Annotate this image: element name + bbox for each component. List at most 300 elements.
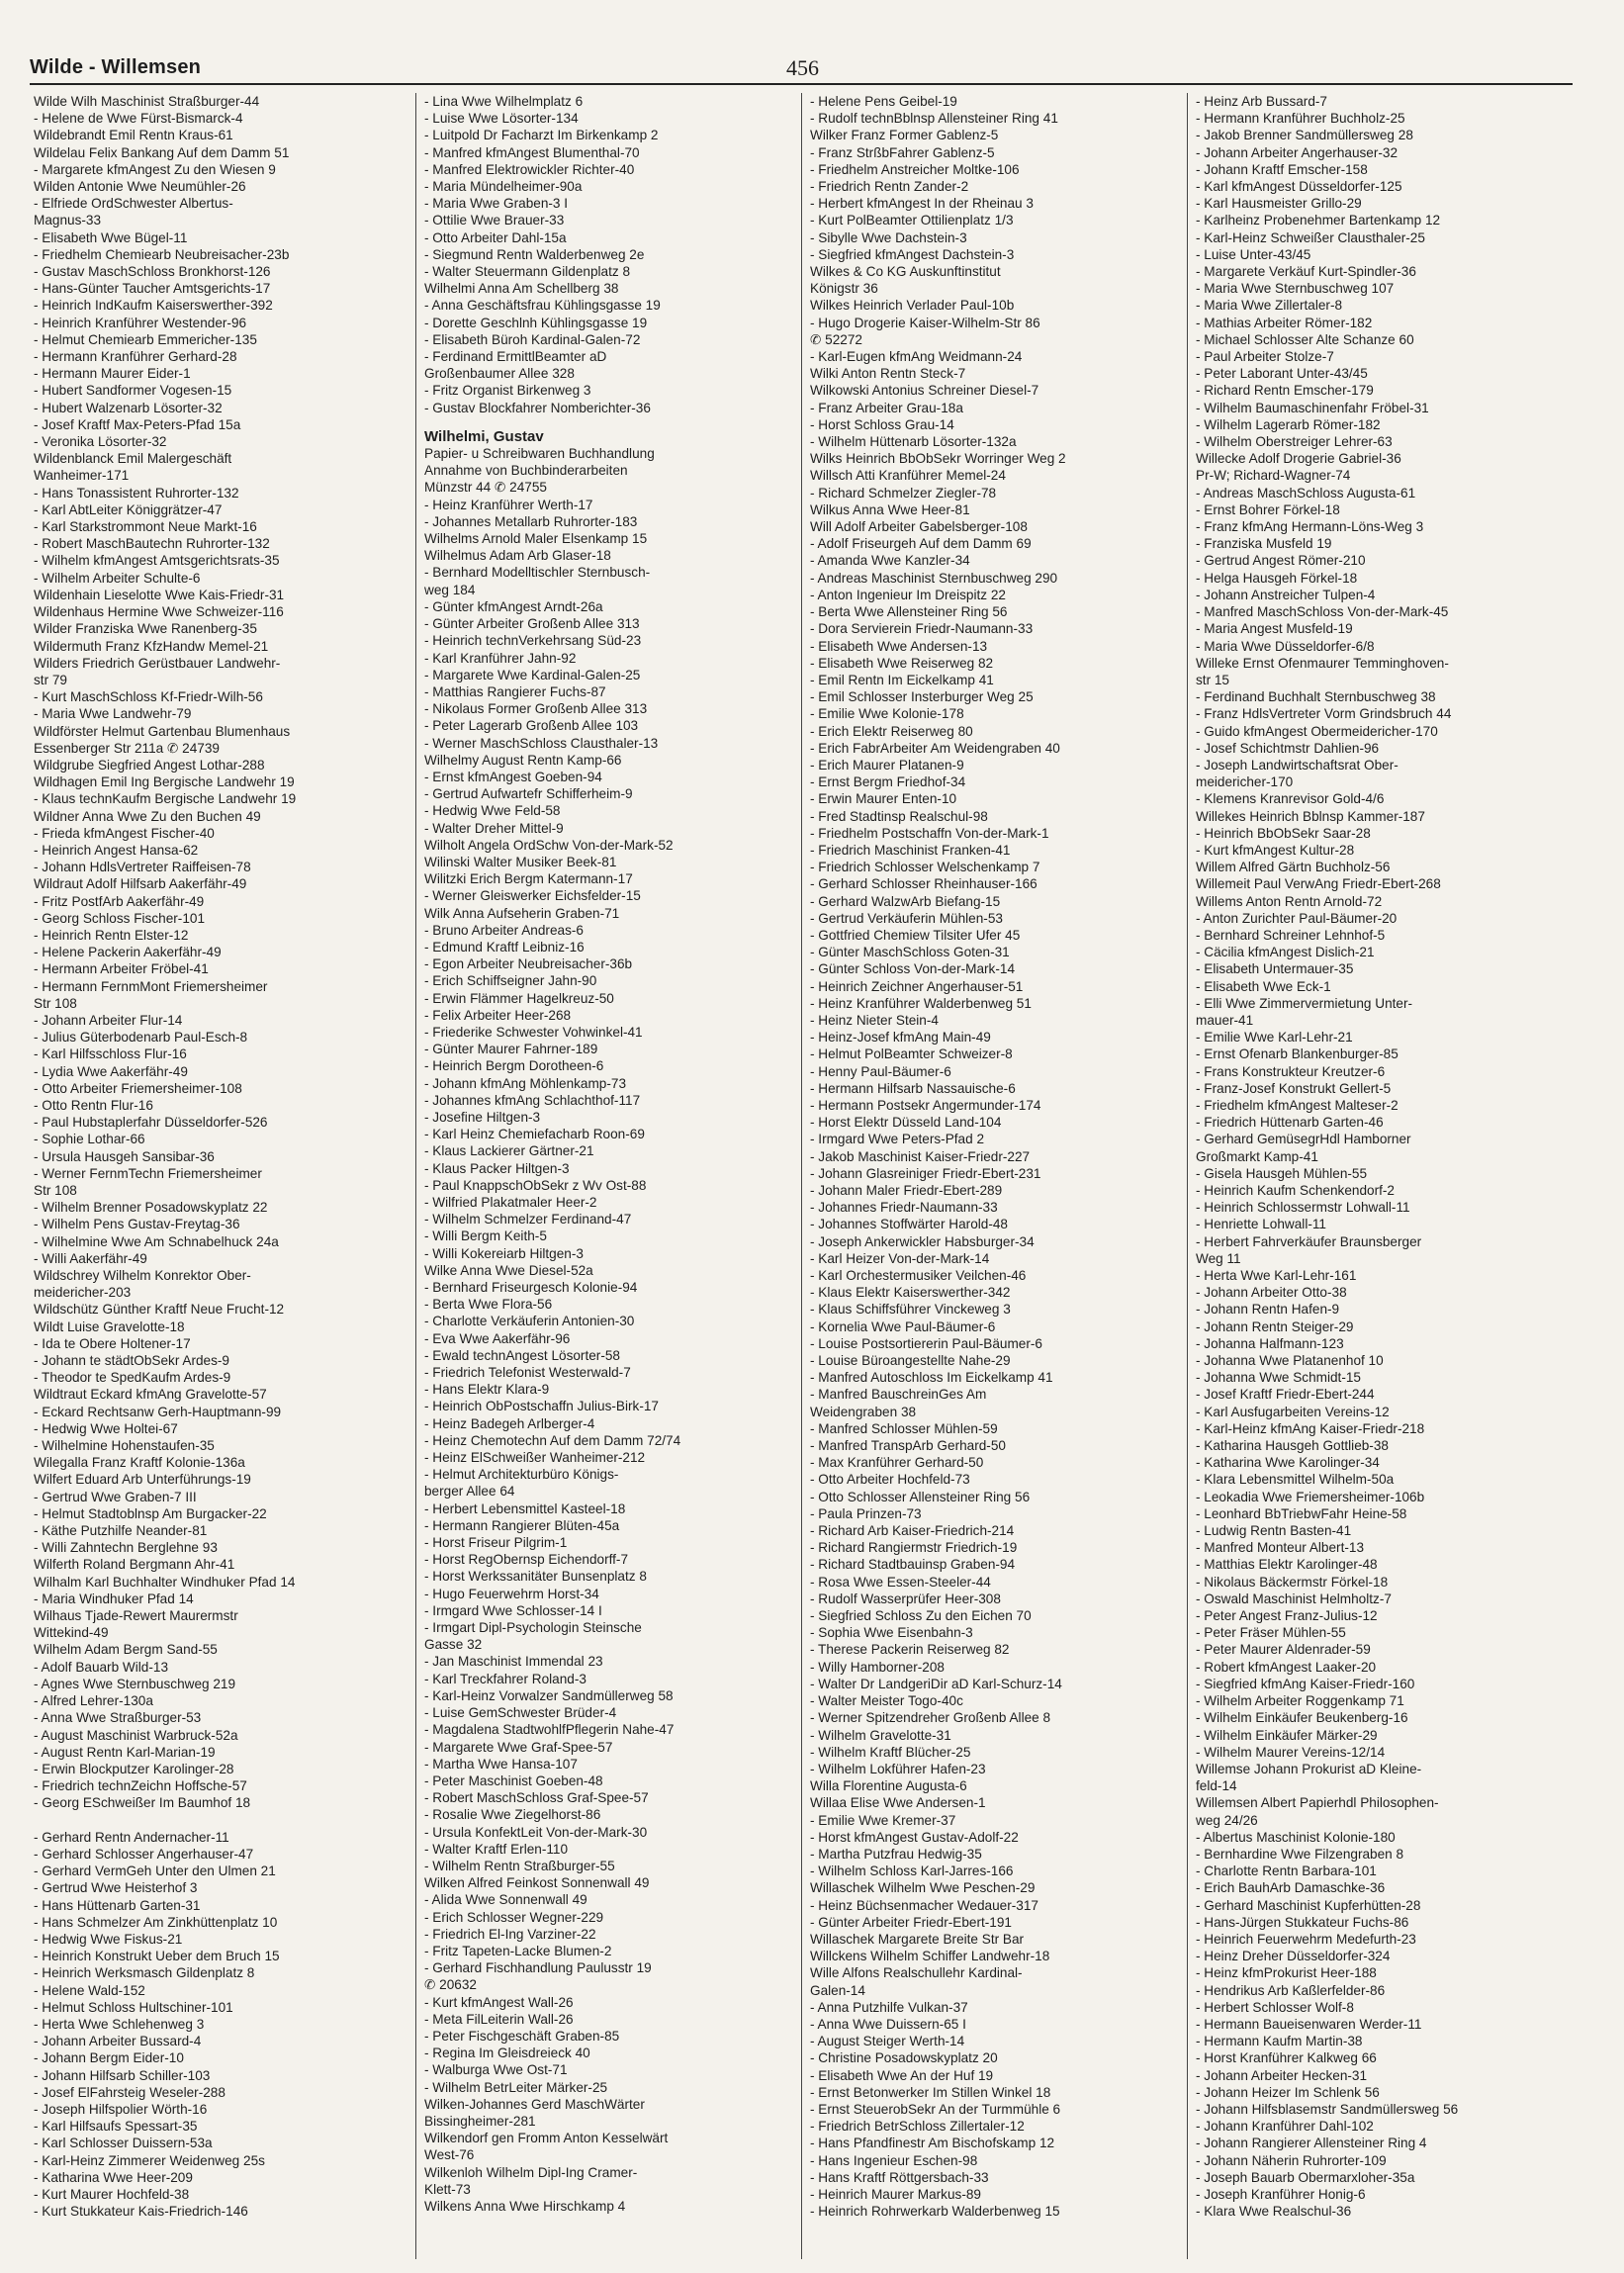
directory-entry: - Günter Arbeiter Friedr-Ebert-191 [810, 1914, 1012, 1930]
directory-entry: - Emilie Wwe Kremer-37 [810, 1812, 956, 1828]
directory-entry: - Helmut PolBeamter Schweizer-8 [810, 1046, 1013, 1062]
directory-entry: - Hermann Rangierer Blüten-45a [424, 1517, 620, 1533]
directory-entry: - Veronika Lösorter-32 [34, 434, 167, 450]
directory-entry: - Hans Kraftf Röttgersbach-33 [810, 2169, 989, 2185]
directory-entry: Wilde Wilh Maschinist Straßburger-44 [34, 94, 260, 109]
directory-entry: - Dora Servierein Friedr-Naumann-33 [810, 621, 1034, 637]
directory-entry: - Ernst kfmAngest Goeben-94 [424, 769, 602, 784]
directory-entry: - Johann HdlsVertreter Raiffeisen-78 [34, 860, 251, 875]
directory-entry: Wildschrey Wilhelm Konrektor Ober- [34, 1268, 251, 1284]
directory-entry: - Ernst Bergm Friedhof-34 [810, 774, 966, 790]
directory-entry: - Wilfried Plakatmaler Heer-2 [424, 1195, 597, 1210]
directory-entry: meidericher-170 [1196, 774, 1294, 790]
directory-entry: - Maria Mündelheimer-90a [424, 179, 583, 195]
business-heading: Wilhelmi, Gustav [424, 427, 544, 445]
directory-entry: - Max Kranführer Gerhard-50 [810, 1455, 984, 1471]
directory-entry: - Richard Schmelzer Ziegler-78 [810, 485, 997, 500]
directory-entry: Wildenhain Lieselotte Wwe Kais-Friedr-31 [34, 587, 285, 602]
directory-entry: - Herbert Schlosser Wolf-8 [1196, 1999, 1354, 2015]
directory-entry: - Friedrich Maschinist Franken-41 [810, 842, 1011, 858]
directory-entry: - Bernhard Schreiner Lehnhof-5 [1196, 927, 1386, 943]
directory-entry: - Anton Zurichter Paul-Bäumer-20 [1196, 910, 1398, 926]
directory-entry: - Margarete Wwe Graf-Spee-57 [424, 1739, 613, 1755]
directory-entry: - Walter Dreher Mittel-9 [424, 820, 564, 836]
directory-entry: - Peter Maschinist Goeben-48 [424, 1773, 603, 1788]
directory-entry: - Henny Paul-Bäumer-6 [810, 1063, 951, 1079]
directory-entry: - Katharina Hausgeh Gottlieb-38 [1196, 1438, 1389, 1454]
directory-entry: - Franziska Musfeld 19 [1196, 536, 1332, 552]
directory-entry: - Karl Schlosser Duissern-53a [34, 2136, 213, 2151]
directory-entry: - Johann Maler Friedr-Ebert-289 [810, 1183, 1003, 1198]
directory-entry: - Karl-Eugen kfmAng Weidmann-24 [810, 349, 1023, 365]
directory-entry: - Heinz Kranführer Werth-17 [424, 497, 593, 512]
directory-entry: - Horst kfmAngest Gustav-Adolf-22 [810, 1829, 1019, 1845]
directory-entry: weg 184 [424, 582, 476, 597]
directory-entry: - Egon Arbeiter Neubreisacher-36b [424, 956, 633, 972]
directory-entry: - Friedhelm Chemiearb Neubreisacher-23b [34, 246, 290, 262]
directory-entry: - Josef Kraftf Friedr-Ebert-244 [1196, 1387, 1375, 1403]
directory-entry: - Luise Wwe Lösorter-134 [424, 111, 579, 127]
directory-entry: - Horst RegObernsp Eichendorff-7 [424, 1552, 629, 1568]
directory-entry: - Helmut Stadtoblnsp Am Burgacker-22 [34, 1505, 267, 1521]
directory-entry: - Rosalie Wwe Ziegelhorst-86 [424, 1807, 601, 1823]
directory-entry: - Leonhard BbTriebwFahr Heine-58 [1196, 1505, 1407, 1521]
directory-entry: - Albertus Maschinist Kolonie-180 [1196, 1829, 1396, 1845]
directory-entry: - Luitpold Dr Facharzt Im Birkenkamp 2 [424, 128, 659, 143]
directory-entry: - Elisabeth Untermauer-35 [1196, 961, 1354, 977]
directory-entry: - Wilhelm Brenner Posadowskyplatz 22 [34, 1200, 268, 1216]
directory-entry: - Eckard Rechtsanw Gerh-Hauptmann-99 [34, 1404, 282, 1419]
directory-entry: - Sibylle Wwe Dachstein-3 [810, 229, 967, 245]
directory-entry: - Anna Wwe Straßburger-53 [34, 1710, 202, 1726]
directory-entry: - Hedwig Wwe Feld-58 [424, 803, 561, 819]
directory-entry: - Bernhard Modelltischler Sternbusch- [424, 565, 651, 581]
directory-entry: - Johannes Friedr-Naumann-33 [810, 1200, 998, 1216]
directory-entry: - Adolf Friseurgeh Auf dem Damm 69 [810, 536, 1032, 552]
directory-entry: - Karl-Heinz kfmAng Kaiser-Friedr-218 [1196, 1420, 1425, 1436]
directory-entry: Wildenblanck Emil Malergeschäft [34, 451, 232, 467]
directory-entry: - Manfred Monteur Albert-13 [1196, 1540, 1365, 1556]
directory-entry: - Wilhelm Schloss Karl-Jarres-166 [810, 1864, 1014, 1879]
directory-entry: - Friedrich BetrSchloss Zillertaler-12 [810, 2119, 1025, 2135]
directory-entry: - Irmgard Wwe Peters-Pfad 2 [810, 1132, 985, 1147]
directory-entry: - Ferdinand ErmittlBeamter aD [424, 349, 607, 365]
directory-entry: - Elisabeth Büroh Kardinal-Galen-72 [424, 331, 641, 347]
directory-entry: - Emil Rentn Im Eickelkamp 41 [810, 672, 994, 687]
directory-entry: Wilden Antonie Wwe Neumühler-26 [34, 179, 246, 195]
directory-entry: - Elisabeth Wwe An der Huf 19 [810, 2067, 994, 2083]
directory-entry: - Johann Glasreiniger Friedr-Ebert-231 [810, 1165, 1041, 1181]
directory-entry: - Wilhelm Arbeiter Schulte-6 [34, 570, 201, 586]
directory-entry: - Helmut Architekturbüro Königs- [424, 1467, 619, 1483]
directory-entry: - Siegfried Schloss Zu den Eichen 70 [810, 1608, 1032, 1624]
directory-entry: - Erich BauhArb Damaschke-36 [1196, 1880, 1386, 1896]
directory-entry: Wilkenloh Wilhelm Dipl-Ing Cramer- [424, 2164, 638, 2180]
directory-entry: - Berta Wwe Flora-56 [424, 1297, 553, 1313]
directory-entry: - Ernst Bohrer Förkel-18 [1196, 501, 1340, 517]
directory-entry: - Karl Heinz Chemiefacharb Roon-69 [424, 1127, 645, 1142]
directory-entry: - Sophie Lothar-66 [34, 1132, 145, 1147]
directory-entry: - Otto Arbeiter Dahl-15a [424, 229, 567, 245]
directory-entry: - Fritz Organist Birkenweg 3 [424, 383, 591, 399]
directory-entry: - Jakob Brenner Sandmüllersweg 28 [1196, 128, 1413, 143]
directory-entry: - Hermann Postsekr Angermunder-174 [810, 1097, 1041, 1113]
directory-entry: - Walter Meister Togo-40c [810, 1693, 963, 1709]
directory-entry: - Gertrud Verkäuferin Mühlen-53 [810, 910, 1003, 926]
directory-entry: - Heinz Arb Bussard-7 [1196, 94, 1327, 109]
directory-entry: - Hans Ingenieur Eschen-98 [810, 2152, 978, 2168]
directory-entry: - Felix Arbeiter Heer-268 [424, 1007, 572, 1023]
directory-entry: Wilhaus Tjade-Rewert Maurermstr [34, 1608, 238, 1624]
directory-entry: - Horst Elektr Düsseld Land-104 [810, 1115, 1002, 1131]
directory-entry [34, 1812, 409, 1829]
directory-entry: - Maria Wwe Graben-3 I [424, 196, 569, 212]
directory-entry: - Kurt MaschSchloss Kf-Friedr-Wilh-56 [34, 689, 263, 705]
directory-entry: - Guido kfmAngest Obermeidericher-170 [1196, 723, 1438, 739]
directory-entry: - Klaus Schiffsführer Vinckeweg 3 [810, 1302, 1011, 1318]
directory-entry: - Johann Hilfsarb Schiller-103 [34, 2067, 211, 2083]
directory-entry: - Peter Maurer Aldenrader-59 [1196, 1642, 1371, 1658]
directory-entry: - Fred Stadtinsp Realschul-98 [810, 808, 988, 824]
directory-entry: - Klaus Lackierer Gärtner-21 [424, 1143, 594, 1159]
directory-entry: - Charlotte Rentn Barbara-101 [1196, 1864, 1377, 1879]
directory-entry: - Theodor te SpedKaufm Ardes-9 [34, 1370, 231, 1386]
directory-entry: - Louise Postsortiererin Paul-Bäumer-6 [810, 1335, 1042, 1351]
directory-entry: - Anton Ingenieur Im Dreispitz 22 [810, 587, 1006, 602]
directory-entry: - Günter Arbeiter Großenb Allee 313 [424, 616, 640, 632]
directory-entry: Wilholt Angela OrdSchw Von-der-Mark-52 [424, 837, 674, 853]
directory-entry: Wilkus Anna Wwe Heer-81 [810, 501, 970, 517]
directory-entry: - Horst Kranführer Kalkweg 66 [1196, 2050, 1377, 2066]
directory-entry: - Johann Kraftf Emscher-158 [1196, 161, 1368, 177]
directory-entry: - Rudolf Wasserprüfer Heer-308 [810, 1591, 1001, 1606]
directory-entry: - Erich Schlosser Wegner-229 [424, 1909, 604, 1925]
directory-entry: Wilker Franz Former Gablenz-5 [810, 128, 999, 143]
directory-entry: - Heinrich Maurer Markus-89 [810, 2186, 981, 2202]
directory-entry: - Hermann Kranführer Gerhard-28 [34, 349, 237, 365]
directory-entry: - Heinz ElSchweißer Wanheimer-212 [424, 1450, 646, 1466]
directory-entry: - Hermann Kranführer Buchholz-25 [1196, 111, 1405, 127]
directory-entry: Willsch Atti Kranführer Memel-24 [810, 468, 1006, 484]
directory-entry: - Johann Anstreicher Tulpen-4 [1196, 587, 1376, 602]
directory-entry: Wilks Heinrich BbObSekr Worringer Weg 2 [810, 451, 1066, 467]
directory-entry: - Friedrich El-Ing Varziner-22 [424, 1926, 596, 1942]
directory-entry: - Matthias Rangierer Fuchs-87 [424, 683, 606, 699]
directory-entry: Wildermuth Franz KfzHandw Memel-21 [34, 638, 269, 654]
directory-entry: - Günter Maurer Fahrner-189 [424, 1042, 598, 1057]
directory-entry: - Karl Hilfsschloss Flur-16 [34, 1046, 187, 1062]
directory-entry: - Georg ESchweißer Im Baumhof 18 [34, 1795, 251, 1811]
directory-entry: - Wilhelm Hüttenarb Lösorter-132a [810, 434, 1017, 450]
directory-entry: - Richard Rangiermstr Friedrich-19 [810, 1540, 1018, 1556]
directory-entry: - Wilhelm Kraftf Blücher-25 [810, 1744, 971, 1760]
directory-entry: - Johannes Stoffwärter Harold-48 [810, 1217, 1008, 1232]
directory-entry: Wilhalm Karl Buchhalter Windhuker Pfad 14 [34, 1574, 296, 1590]
directory-entry: - Otto Schlosser Allensteiner Ring 56 [810, 1489, 1031, 1504]
directory-entry: - Kurt Stukkateur Kais-Friedrich-146 [34, 2204, 248, 2220]
directory-entry: - Heinrich technVerkehrsang Süd-23 [424, 633, 642, 649]
directory-entry: - Herbert Fahrverkäufer Braunsberger [1196, 1233, 1422, 1249]
directory-entry: - Johannes kfmAng Schlachthof-117 [424, 1092, 641, 1108]
directory-entry: Weg 11 [1196, 1250, 1241, 1266]
directory-entry: - Johann te städtObSekr Ardes-9 [34, 1353, 229, 1369]
directory-entry: - Karl-Heinz Zimmerer Weidenweg 25s [34, 2152, 265, 2168]
directory-entry: - Andreas Maschinist Sternbuschweg 290 [810, 570, 1058, 586]
directory-entry: - Hans Hüttenarb Garten-31 [34, 1897, 201, 1913]
directory-entry: Klett-73 [424, 2181, 471, 2197]
page-header [30, 40, 1573, 85]
directory-entry: - Helga Hausgeh Förkel-18 [1196, 570, 1358, 586]
directory-entry: Großenbaumer Allee 328 [424, 366, 575, 382]
directory-entry: - Willi Kokereiarb Hiltgen-3 [424, 1245, 584, 1261]
directory-entry: - Otto Arbeiter Friemersheimer-108 [34, 1080, 242, 1096]
directory-entry: Wilkes Heinrich Verlader Paul-10b [810, 298, 1015, 314]
directory-entry: Essenberger Str 211a ✆ 24739 [34, 740, 220, 756]
directory-entry: Wilken-Johannes Gerd MaschWärter [424, 2096, 645, 2112]
directory-entry: - Horst Friseur Pilgrim-1 [424, 1535, 568, 1551]
directory-entry: - Josef Schichtmstr Dahlien-96 [1196, 740, 1380, 756]
directory-entry: - Gustav Blockfahrer Nomberichter-36 [424, 400, 651, 415]
directory-entry: - Horst Schloss Grau-14 [810, 416, 954, 432]
directory-entry: - Charlotte Verkäuferin Antonien-30 [424, 1314, 635, 1329]
directory-entry: Königstr 36 [810, 281, 878, 297]
directory-entry: - Peter Fischgeschäft Graben-85 [424, 2028, 620, 2044]
directory-entry: - Heinrich Rohrwerkarb Walderbenweg 15 [810, 2204, 1060, 2220]
directory-entry: - Erich FabrArbeiter Am Weidengraben 40 [810, 740, 1060, 756]
directory-entry: - Ursula Hausgeh Sansibar-36 [34, 1148, 215, 1164]
directory-entry: - Kurt PolBeamter Ottilienplatz 1/3 [810, 213, 1014, 228]
directory-entry: - Franz StrßbFahrer Gablenz-5 [810, 144, 995, 160]
directory-entry: - Wilhelm Pens Gustav-Freytag-36 [34, 1217, 240, 1232]
directory-entry: - Johann Arbeiter Otto-38 [1196, 1285, 1347, 1301]
running-head-title: Wilde - Willemsen [30, 56, 202, 78]
directory-entry: Wildner Anna Wwe Zu den Buchen 49 [34, 808, 261, 824]
column-4 [1187, 93, 1573, 2259]
directory-entry: - Hans-Günter Taucher Amtsgerichts-17 [34, 281, 271, 297]
directory-entry: - Willi Aakerfähr-49 [34, 1250, 147, 1266]
directory-entry: feld-14 [1196, 1778, 1237, 1794]
directory-entry: - Paul Arbeiter Stolze-7 [1196, 349, 1334, 365]
directory-entry: - Hermann Arbeiter Fröbel-41 [34, 961, 209, 977]
directory-entry: - Friedhelm Anstreicher Moltke-106 [810, 161, 1020, 177]
directory-entry: - Johann Arbeiter Angerhauser-32 [1196, 144, 1398, 160]
directory-entry: - Katharina Wwe Karolinger-34 [1196, 1455, 1380, 1471]
directory-entry: - Walburga Wwe Ost-71 [424, 2062, 568, 2078]
directory-entry: - Friedrich technZeichn Hoffsche-57 [34, 1778, 247, 1794]
directory-entry: - Johann Bergm Eider-10 [34, 2050, 184, 2066]
directory-entry: - Georg Schloss Fischer-101 [34, 910, 206, 926]
directory-entry: - Friedhelm Postschaffn Von-der-Mark-1 [810, 825, 1049, 841]
directory-entry: - Kornelia Wwe Paul-Bäumer-6 [810, 1318, 996, 1334]
directory-entry: - Werner Gleiswerker Eichsfelder-15 [424, 888, 641, 904]
directory-entry: berger Allee 64 [424, 1484, 515, 1500]
directory-entry: - Helmut Chemiearb Emmericher-135 [34, 331, 257, 347]
directory-entry: - Heinz Kranführer Walderbenweg 51 [810, 995, 1032, 1011]
directory-entry: - Manfred Autoschloss Im Eickelkamp 41 [810, 1370, 1053, 1386]
directory-entry: - Herta Wwe Karl-Lehr-161 [1196, 1268, 1357, 1284]
directory-entry: - Elfriede OrdSchwester Albertus- [34, 196, 233, 212]
directory-entry: Wilfert Eduard Arb Unterführungs-19 [34, 1472, 251, 1488]
directory-entry: - Hermann Baueisenwaren Werder-11 [1196, 2016, 1422, 2032]
directory-entry: - Hugo Drogerie Kaiser-Wilhelm-Str 86 [810, 315, 1040, 330]
directory-entry: - Friedhelm kfmAngest Malteser-2 [1196, 1097, 1398, 1113]
directory-entry: - Johanna Wwe Platanenhof 10 [1196, 1353, 1384, 1369]
directory-entry: - Heinz Chemotechn Auf dem Damm 72/74 [424, 1432, 681, 1448]
directory-entry: Wildenhaus Hermine Wwe Schweizer-116 [34, 604, 284, 620]
directory-entry: - Karl-Heinz Vorwalzer Sandmüllerweg 58 [424, 1687, 674, 1703]
directory-entry: Wildförster Helmut Gartenbau Blumenhaus [34, 723, 291, 739]
directory-entry: - Erwin Blockputzer Karolinger-28 [34, 1761, 234, 1776]
directory-entry: - Lydia Wwe Aakerfähr-49 [34, 1063, 188, 1079]
directory-entry: Wilkens Anna Wwe Hirschkamp 4 [424, 2198, 626, 2214]
directory-entry: - Ferdinand Buchhalt Sternbuschweg 38 [1196, 689, 1436, 705]
directory-entry: - Willi Zahntechn Berglehne 93 [34, 1540, 218, 1556]
directory-entry: Wilitzki Erich Bergm Katermann-17 [424, 871, 633, 887]
directory-entry: Papier- u Schreibwaren Buchhandlung [424, 446, 655, 462]
directory-entry: - Fritz PostfArb Aakerfähr-49 [34, 893, 205, 909]
directory-entry: - Nikolaus Bäckermstr Förkel-18 [1196, 1574, 1389, 1590]
directory-entry: - Joseph Ankerwickler Habsburger-34 [810, 1233, 1035, 1249]
directory-entry: - Peter Fräser Mühlen-55 [1196, 1625, 1346, 1641]
directory-entry: - Hugo Feuerwehrm Horst-34 [424, 1586, 599, 1601]
directory-entry: - Andreas MaschSchloss Augusta-61 [1196, 485, 1416, 500]
directory-entry: - Heinrich Zeichner Angerhauser-51 [810, 978, 1024, 994]
directory-entry: - Kurt kfmAngest Wall-26 [424, 1994, 574, 2010]
directory-entry: - Heinrich Schlossermstr Lohwall-11 [1196, 1200, 1410, 1216]
directory-entry: - Helene Packerin Aakerfähr-49 [34, 945, 222, 960]
directory-entry: - Erwin Maurer Enten-10 [810, 791, 957, 807]
page-number: 456 [786, 55, 819, 80]
directory-entry: - Wilhelm Lokführer Hafen-23 [810, 1761, 986, 1776]
directory-entry: Wilkendorf gen Fromm Anton Kesselwärt [424, 2131, 669, 2146]
directory-entry: - Richard Arb Kaiser-Friedrich-214 [810, 1523, 1015, 1539]
directory-entry: - Frieda kfmAngest Fischer-40 [34, 825, 215, 841]
directory-entry: - Irmgart Dipl-Psychologin Steinsche [424, 1620, 642, 1636]
directory-entry: - Gisela Hausgeh Mühlen-55 [1196, 1165, 1368, 1181]
directory-entry: Willeke Ernst Ofenmaurer Temminghoven- [1196, 655, 1449, 671]
directory-entry: - Karlheinz Probenehmer Bartenkamp 12 [1196, 213, 1441, 228]
directory-entry: - August Steiger Werth-14 [810, 2034, 965, 2049]
directory-entry: - Wilhelm Arbeiter Roggenkamp 71 [1196, 1693, 1404, 1709]
directory-entry: - Johann Heizer Im Schlenk 56 [1196, 2084, 1380, 2100]
directory-entry: - Karl AbtLeiter Königgrätzer-47 [34, 501, 223, 517]
directory-entry: - Anna Wwe Duissern-65 I [810, 2016, 966, 2032]
directory-entry: - Alfred Lehrer-130a [34, 1693, 153, 1709]
directory-entry: Annahme von Buchbinderarbeiten [424, 463, 628, 479]
directory-entry: - Heinz Nieter Stein-4 [810, 1012, 939, 1028]
directory-entry: - Klaus Elektr Kaiserswerther-342 [810, 1285, 1011, 1301]
directory-entry: - Karl Hilfsaufs Spessart-35 [34, 2119, 198, 2135]
directory-entry: - Karl Ausfugarbeiten Vereins-12 [1196, 1404, 1390, 1419]
directory-entry: - Henriette Lohwall-11 [1196, 1217, 1326, 1232]
directory-entry: - Manfred BauschreinGes Am [810, 1387, 987, 1403]
directory-entry: Pr-W; Richard-Wagner-74 [1196, 468, 1351, 484]
directory-entry: - Gerhard GemüsegrHdl Hamborner [1196, 1132, 1411, 1147]
directory-entry: meidericher-203 [34, 1285, 132, 1301]
directory-entry: - Siegfried kfmAng Kaiser-Friedr-160 [1196, 1676, 1415, 1691]
directory-entry: - Ursula KonfektLeit Von-der-Mark-30 [424, 1824, 648, 1840]
directory-entry: - Maria Wwe Zillertaler-8 [1196, 298, 1343, 314]
directory-entry: - Gertrud Wwe Heisterhof 3 [34, 1880, 198, 1896]
directory-entry: - Hubert Walzenarb Lösorter-32 [34, 400, 223, 415]
directory-entry: Weidengraben 38 [810, 1404, 917, 1419]
directory-entry: - Heinrich Kaufm Schenkendorf-2 [1196, 1183, 1395, 1198]
directory-entry: - Paul KnappschObSekr z Wv Ost-88 [424, 1177, 647, 1193]
directory-entry: - Karl Hausmeister Grillo-29 [1196, 196, 1362, 212]
directory-entry: - Matthias Elektr Karolinger-48 [1196, 1557, 1378, 1573]
directory-entry: - Agnes Wwe Sternbuschweg 219 [34, 1676, 236, 1691]
directory-entry: - Klemens Kranrevisor Gold-4/6 [1196, 791, 1385, 807]
directory-entry: Magnus-33 [34, 213, 102, 228]
directory-entry: Wilkes & Co KG Auskunftinstitut [810, 264, 1001, 280]
directory-entry: - Johann Arbeiter Hecken-31 [1196, 2067, 1368, 2083]
directory-entry: - Gerhard Schlosser Rheinhauser-166 [810, 876, 1038, 892]
directory-entry: Willa Florentine Augusta-6 [810, 1778, 967, 1794]
directory-entry: - Johann Arbeiter Bussard-4 [34, 2034, 202, 2049]
directory-entry: - Emilie Wwe Karl-Lehr-21 [1196, 1030, 1353, 1046]
directory-entry: Wilken Alfred Feinkost Sonnenwall 49 [424, 1875, 650, 1891]
directory-entry: - Heinz kfmProkurist Heer-188 [1196, 1965, 1377, 1981]
directory-entry: Galen-14 [810, 1982, 865, 1998]
directory-entry: - Hermann Maurer Eider-1 [34, 366, 191, 382]
directory-entry: - Hubert Sandformer Vogesen-15 [34, 383, 232, 399]
directory-entry: Wilinski Walter Musiker Beek-81 [424, 854, 617, 869]
directory-entry: Wilferth Roland Bergmann Ahr-41 [34, 1557, 235, 1573]
directory-entry: - Leokadia Wwe Friemersheimer-106b [1196, 1489, 1425, 1504]
directory-entry: - Bruno Arbeiter Andreas-6 [424, 922, 584, 938]
directory-entry: - Walter Steuermann Gildenplatz 8 [424, 264, 631, 280]
directory-entry: - Karl-Heinz Schweißer Clausthaler-25 [1196, 229, 1425, 245]
directory-entry: - Günter Schloss Von-der-Mark-14 [810, 961, 1016, 977]
directory-entry: - Heinrich Angest Hansa-62 [34, 842, 199, 858]
directory-entry: - Oswald Maschinist Helmholtz-7 [1196, 1591, 1392, 1606]
directory-entry: - Käthe Putzhilfe Neander-81 [34, 1523, 208, 1539]
directory-entry: - Klaus Packer Hiltgen-3 [424, 1160, 570, 1176]
directory-entry: - Adolf Bauarb Wild-13 [34, 1659, 169, 1675]
directory-entry: - Fritz Tapeten-Lacke Blumen-2 [424, 1943, 612, 1958]
directory-entry: - Wilhelm kfmAngest Amtsgerichtsrats-35 [34, 553, 280, 569]
directory-entry: Wilk Anna Aufseherin Graben-71 [424, 905, 620, 921]
directory-entry: - Wilhelm Lagerarb Römer-182 [1196, 416, 1381, 432]
directory-entry: - Ludwig Rentn Basten-41 [1196, 1523, 1352, 1539]
directory-entry: Wilhelmus Adam Arb Glaser-18 [424, 548, 611, 564]
directory-entry: - Franz kfmAng Hermann-Löns-Weg 3 [1196, 519, 1424, 535]
directory-entry: - Maria Wwe Düsseldorfer-6/8 [1196, 638, 1375, 654]
directory-entry: - Heinrich Feuerwehrm Medefurth-23 [1196, 1931, 1416, 1947]
directory-entry: Willaschek Wilhelm Wwe Peschen-29 [810, 1880, 1036, 1896]
directory-entry: - Friederike Schwester Vohwinkel-41 [424, 1024, 643, 1040]
directory-entry: - Wilhelm BetrLeiter Märker-25 [424, 2079, 608, 2095]
directory-entry: - Christine Posadowskyplatz 20 [810, 2050, 998, 2066]
directory-entry: - Franz Arbeiter Grau-18a [810, 400, 963, 415]
directory-entry: Wilders Friedrich Gerüstbauer Landwehr- [34, 655, 281, 671]
directory-entry: - Johannes Metallarb Ruhrorter-183 [424, 513, 638, 529]
directory-entry: - Martha Wwe Hansa-107 [424, 1756, 578, 1772]
directory-entry: - Maria Angest Musfeld-19 [1196, 621, 1353, 637]
directory-entry: - Karl Kranführer Jahn-92 [424, 650, 577, 666]
directory-entry: - Klara Lebensmittel Wilhelm-50a [1196, 1472, 1395, 1488]
directory-entry: - Manfred TranspArb Gerhard-50 [810, 1438, 1006, 1454]
directory-entry: Wilder Franziska Wwe Ranenberg-35 [34, 621, 257, 637]
directory-entry: - Heinrich Kranführer Westender-96 [34, 315, 247, 330]
directory-entry: - Heinrich Rentn Elster-12 [34, 927, 189, 943]
directory-entry: - Robert kfmAngest Laaker-20 [1196, 1659, 1377, 1675]
directory-entry: Willaschek Margarete Breite Str Bar [810, 1931, 1025, 1947]
directory-entry: - Hendrikus Arb Kaßlerfelder-86 [1196, 1982, 1386, 1998]
directory-entry: - Heinrich Werksmasch Gildenplatz 8 [34, 1965, 255, 1981]
column-1 [30, 93, 415, 2259]
directory-entry: - Robert MaschBautechn Ruhrorter-132 [34, 536, 270, 552]
